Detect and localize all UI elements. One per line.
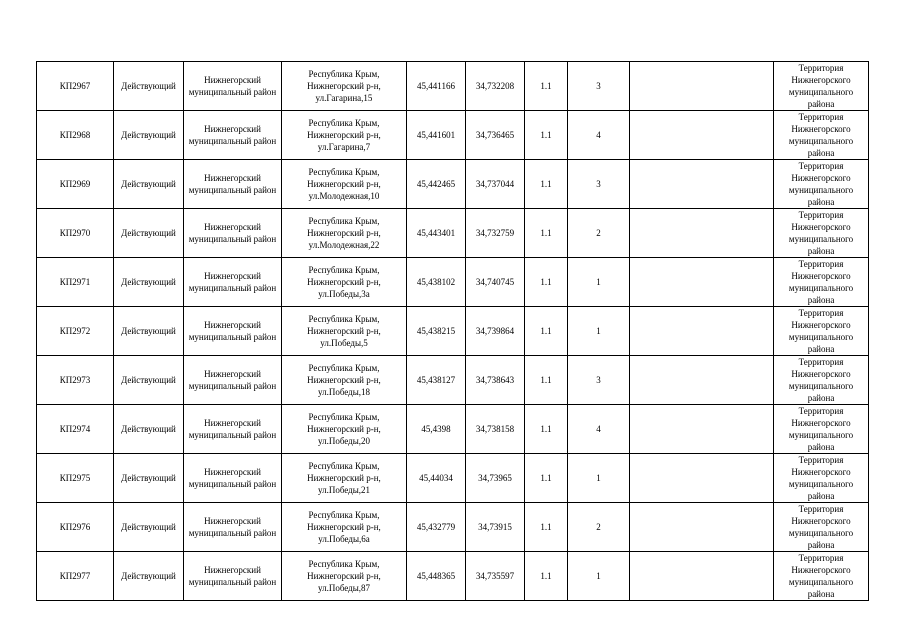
cell-line: Территория bbox=[798, 455, 844, 465]
cell-site-id: КП2972 bbox=[37, 307, 114, 356]
cell-line: муниципального bbox=[788, 234, 854, 244]
cell-count: 3 bbox=[568, 160, 630, 209]
cell-line: Нижнегорский bbox=[204, 173, 261, 183]
cell-latitude: 45,442465 bbox=[407, 160, 466, 209]
cell-line: муниципальный район bbox=[188, 528, 277, 538]
cell-line: района bbox=[807, 589, 835, 599]
cell-territory bbox=[774, 160, 869, 209]
cell-address bbox=[282, 405, 407, 454]
cell-line: Территория bbox=[798, 63, 844, 73]
cell-latitude: 45,448365 bbox=[407, 552, 466, 601]
cell-site-id: КП2976 bbox=[37, 503, 114, 552]
cell-type: 1.1 bbox=[525, 111, 568, 160]
cell-line: района bbox=[807, 344, 835, 354]
cell-status: Действующий bbox=[114, 405, 184, 454]
cell-longitude: 34,737044 bbox=[466, 160, 525, 209]
cell-address bbox=[282, 209, 407, 258]
cell-longitude: 34,732759 bbox=[466, 209, 525, 258]
cell-type: 1.1 bbox=[525, 307, 568, 356]
cell-line: Нижнегорский р-н, bbox=[307, 375, 381, 385]
cell-line: Нижнегорского bbox=[791, 516, 851, 526]
cell-line: муниципальный район bbox=[188, 136, 277, 146]
cell-line: района bbox=[807, 197, 835, 207]
cell-line: муниципального bbox=[788, 430, 854, 440]
cell-line: Нижнегорского bbox=[791, 467, 851, 477]
cell-longitude: 34,740745 bbox=[466, 258, 525, 307]
table-row bbox=[37, 454, 869, 503]
cell-line: района bbox=[807, 148, 835, 158]
cell-territory bbox=[774, 552, 869, 601]
cell-type: 1.1 bbox=[525, 503, 568, 552]
cell-latitude: 45,443401 bbox=[407, 209, 466, 258]
cell-type: 1.1 bbox=[525, 209, 568, 258]
cell-note bbox=[630, 258, 774, 307]
cell-line: района bbox=[807, 393, 835, 403]
cell-line: Территория bbox=[798, 357, 844, 367]
cell-line: Нижнегорский р-н, bbox=[307, 571, 381, 581]
cell-line: муниципальный район bbox=[188, 577, 277, 587]
cell-line: муниципальный район bbox=[188, 283, 277, 293]
cell-line: Нижнегорского bbox=[791, 173, 851, 183]
cell-line: Нижнегорский р-н, bbox=[307, 522, 381, 532]
cell-line: муниципальный район bbox=[188, 479, 277, 489]
cell-line: Нижнегорский р-н, bbox=[307, 228, 381, 238]
table-row bbox=[37, 258, 869, 307]
cell-status: Действующий bbox=[114, 209, 184, 258]
cell-latitude: 45,44034 bbox=[407, 454, 466, 503]
cell-territory bbox=[774, 307, 869, 356]
cell-territory bbox=[774, 258, 869, 307]
cell-line: Нижнегорский bbox=[204, 320, 261, 330]
cell-line: Нижнегорского bbox=[791, 271, 851, 281]
cell-line: района bbox=[807, 246, 835, 256]
table-row bbox=[37, 62, 869, 111]
cell-status: Действующий bbox=[114, 503, 184, 552]
cell-status: Действующий bbox=[114, 454, 184, 503]
cell-status: Действующий bbox=[114, 111, 184, 160]
cell-longitude: 34,739864 bbox=[466, 307, 525, 356]
cell-count: 2 bbox=[568, 503, 630, 552]
cell-count: 1 bbox=[568, 307, 630, 356]
cell-line: Республика Крым, bbox=[308, 314, 380, 324]
cell-line: Нижнегорский р-н, bbox=[307, 81, 381, 91]
cell-type: 1.1 bbox=[525, 62, 568, 111]
cell-count: 3 bbox=[568, 62, 630, 111]
cell-line: Республика Крым, bbox=[308, 265, 380, 275]
table-row bbox=[37, 160, 869, 209]
cell-line: Нижнегорского bbox=[791, 222, 851, 232]
cell-type: 1.1 bbox=[525, 258, 568, 307]
cell-municipality bbox=[184, 356, 282, 405]
cell-line: муниципального bbox=[788, 332, 854, 342]
cell-address bbox=[282, 552, 407, 601]
cell-note bbox=[630, 552, 774, 601]
cell-note bbox=[630, 454, 774, 503]
cell-note bbox=[630, 111, 774, 160]
cell-address bbox=[282, 307, 407, 356]
cell-count: 4 bbox=[568, 111, 630, 160]
cell-municipality bbox=[184, 160, 282, 209]
cell-municipality bbox=[184, 209, 282, 258]
table-row bbox=[37, 405, 869, 454]
cell-longitude: 34,73965 bbox=[466, 454, 525, 503]
cell-line: Республика Крым, bbox=[308, 559, 380, 569]
cell-line: Территория bbox=[798, 112, 844, 122]
cell-site-id: КП2968 bbox=[37, 111, 114, 160]
cell-longitude: 34,738643 bbox=[466, 356, 525, 405]
cell-count: 2 bbox=[568, 209, 630, 258]
cell-line: Территория bbox=[798, 406, 844, 416]
cell-type: 1.1 bbox=[525, 454, 568, 503]
cell-line: муниципального bbox=[788, 185, 854, 195]
cell-municipality bbox=[184, 62, 282, 111]
cell-status: Действующий bbox=[114, 62, 184, 111]
cell-line: Территория bbox=[798, 259, 844, 269]
cell-municipality bbox=[184, 454, 282, 503]
cell-line: муниципального bbox=[788, 577, 854, 587]
cell-line: района bbox=[807, 295, 835, 305]
cell-line: Нижнегорский bbox=[204, 124, 261, 134]
cell-line: Нижнегорский bbox=[204, 516, 261, 526]
cell-line: Территория bbox=[798, 504, 844, 514]
cell-longitude: 34,73915 bbox=[466, 503, 525, 552]
cell-line: муниципальный район bbox=[188, 381, 277, 391]
cell-site-id: КП2975 bbox=[37, 454, 114, 503]
cell-address bbox=[282, 62, 407, 111]
cell-line: Республика Крым, bbox=[308, 167, 380, 177]
cell-latitude: 45,438127 bbox=[407, 356, 466, 405]
cell-line: ул.Победы,87 bbox=[317, 583, 371, 593]
cell-latitude: 45,432779 bbox=[407, 503, 466, 552]
cell-line: Республика Крым, bbox=[308, 69, 380, 79]
cell-note bbox=[630, 160, 774, 209]
cell-site-id: КП2969 bbox=[37, 160, 114, 209]
cell-latitude: 45,441166 bbox=[407, 62, 466, 111]
cell-territory bbox=[774, 503, 869, 552]
cell-line: ул.Гагарина,15 bbox=[315, 93, 373, 103]
cell-line: Республика Крым, bbox=[308, 363, 380, 373]
cell-status: Действующий bbox=[114, 160, 184, 209]
cell-longitude: 34,738158 bbox=[466, 405, 525, 454]
cell-line: Нижнегорский р-н, bbox=[307, 326, 381, 336]
cell-line: муниципального bbox=[788, 528, 854, 538]
cell-territory bbox=[774, 62, 869, 111]
cell-municipality bbox=[184, 405, 282, 454]
cell-line: муниципальный район bbox=[188, 87, 277, 97]
cell-type: 1.1 bbox=[525, 356, 568, 405]
cell-line: Нижнегорский р-н, bbox=[307, 179, 381, 189]
cell-address bbox=[282, 503, 407, 552]
cell-line: Нижнегорский р-н, bbox=[307, 424, 381, 434]
cell-territory bbox=[774, 454, 869, 503]
cell-territory bbox=[774, 111, 869, 160]
cell-address bbox=[282, 356, 407, 405]
cell-status: Действующий bbox=[114, 307, 184, 356]
cell-line: Нижнегорский bbox=[204, 467, 261, 477]
cell-line: Республика Крым, bbox=[308, 118, 380, 128]
cell-municipality bbox=[184, 503, 282, 552]
cell-line: муниципального bbox=[788, 283, 854, 293]
cell-line: Нижнегорский bbox=[204, 271, 261, 281]
cell-line: Республика Крым, bbox=[308, 510, 380, 520]
cell-line: ул.Гагарина,7 bbox=[317, 142, 371, 152]
cell-line: ул.Победы,5 bbox=[320, 338, 368, 348]
cell-line: ул.Победы,18 bbox=[317, 387, 371, 397]
cell-status: Действующий bbox=[114, 552, 184, 601]
cell-line: Территория bbox=[798, 308, 844, 318]
cell-type: 1.1 bbox=[525, 160, 568, 209]
cell-latitude: 45,441601 bbox=[407, 111, 466, 160]
cell-site-id: КП2973 bbox=[37, 356, 114, 405]
cell-line: Республика Крым, bbox=[308, 461, 380, 471]
cell-longitude: 34,735597 bbox=[466, 552, 525, 601]
cell-line: муниципальный район bbox=[188, 185, 277, 195]
cell-line: Нижнегорский bbox=[204, 369, 261, 379]
cell-site-id: КП2967 bbox=[37, 62, 114, 111]
container-site-registry-table bbox=[36, 61, 869, 601]
cell-line: ул.Победы,6а bbox=[318, 534, 370, 544]
cell-note bbox=[630, 503, 774, 552]
cell-line: муниципального bbox=[788, 479, 854, 489]
cell-note bbox=[630, 307, 774, 356]
cell-municipality bbox=[184, 307, 282, 356]
cell-note bbox=[630, 356, 774, 405]
cell-line: Республика Крым, bbox=[308, 412, 380, 422]
cell-line: Нижнегорский р-н, bbox=[307, 473, 381, 483]
cell-line: муниципальный район bbox=[188, 332, 277, 342]
cell-line: Нижнегорский bbox=[204, 75, 261, 85]
cell-type: 1.1 bbox=[525, 405, 568, 454]
table-row bbox=[37, 307, 869, 356]
table-row bbox=[37, 503, 869, 552]
cell-count: 1 bbox=[568, 258, 630, 307]
cell-line: муниципальный район bbox=[188, 430, 277, 440]
cell-count: 4 bbox=[568, 405, 630, 454]
cell-line: Нижнегорского bbox=[791, 565, 851, 575]
cell-line: ул.Молодежная,10 bbox=[308, 191, 380, 201]
cell-line: Нижнегорский р-н, bbox=[307, 130, 381, 140]
cell-note bbox=[630, 405, 774, 454]
cell-status: Действующий bbox=[114, 356, 184, 405]
cell-site-id: КП2970 bbox=[37, 209, 114, 258]
table-row bbox=[37, 356, 869, 405]
cell-line: района bbox=[807, 442, 835, 452]
cell-line: ул.Победы,21 bbox=[317, 485, 371, 495]
cell-line: Нижнегорский bbox=[204, 565, 261, 575]
cell-address bbox=[282, 160, 407, 209]
cell-longitude: 34,732208 bbox=[466, 62, 525, 111]
cell-municipality bbox=[184, 111, 282, 160]
cell-line: муниципального bbox=[788, 136, 854, 146]
cell-line: Территория bbox=[798, 210, 844, 220]
cell-site-id: КП2971 bbox=[37, 258, 114, 307]
cell-latitude: 45,438102 bbox=[407, 258, 466, 307]
cell-line: Нижнегорский р-н, bbox=[307, 277, 381, 287]
cell-type: 1.1 bbox=[525, 552, 568, 601]
cell-municipality bbox=[184, 552, 282, 601]
table-row bbox=[37, 111, 869, 160]
cell-line: района bbox=[807, 540, 835, 550]
cell-line: Нижнегорского bbox=[791, 124, 851, 134]
cell-line: Нижнегорского bbox=[791, 369, 851, 379]
table-body bbox=[37, 62, 869, 601]
cell-line: Нижнегорский bbox=[204, 418, 261, 428]
cell-line: муниципального bbox=[788, 87, 854, 97]
cell-count: 3 bbox=[568, 356, 630, 405]
cell-line: Нижнегорского bbox=[791, 75, 851, 85]
cell-count: 1 bbox=[568, 454, 630, 503]
cell-line: Территория bbox=[798, 161, 844, 171]
cell-municipality bbox=[184, 258, 282, 307]
cell-territory bbox=[774, 356, 869, 405]
cell-site-id: КП2977 bbox=[37, 552, 114, 601]
cell-territory bbox=[774, 209, 869, 258]
cell-status: Действующий bbox=[114, 258, 184, 307]
cell-line: Нижнегорского bbox=[791, 320, 851, 330]
cell-line: ул.Победы,3а bbox=[318, 289, 370, 299]
cell-note bbox=[630, 209, 774, 258]
cell-note bbox=[630, 62, 774, 111]
table-row bbox=[37, 552, 869, 601]
cell-line: Нижнегорский bbox=[204, 222, 261, 232]
cell-address bbox=[282, 258, 407, 307]
cell-line: района bbox=[807, 99, 835, 109]
cell-territory bbox=[774, 405, 869, 454]
cell-latitude: 45,438215 bbox=[407, 307, 466, 356]
cell-address bbox=[282, 454, 407, 503]
cell-longitude: 34,736465 bbox=[466, 111, 525, 160]
cell-count: 1 bbox=[568, 552, 630, 601]
cell-site-id: КП2974 bbox=[37, 405, 114, 454]
table-row bbox=[37, 209, 869, 258]
cell-line: Территория bbox=[798, 553, 844, 563]
cell-line: ул.Молодежная,22 bbox=[308, 240, 380, 250]
cell-latitude: 45,4398 bbox=[407, 405, 466, 454]
cell-line: района bbox=[807, 491, 835, 501]
cell-line: ул.Победы,20 bbox=[317, 436, 371, 446]
cell-line: муниципальный район bbox=[188, 234, 277, 244]
cell-address bbox=[282, 111, 407, 160]
cell-line: Нижнегорского bbox=[791, 418, 851, 428]
cell-line: Республика Крым, bbox=[308, 216, 380, 226]
cell-line: муниципального bbox=[788, 381, 854, 391]
